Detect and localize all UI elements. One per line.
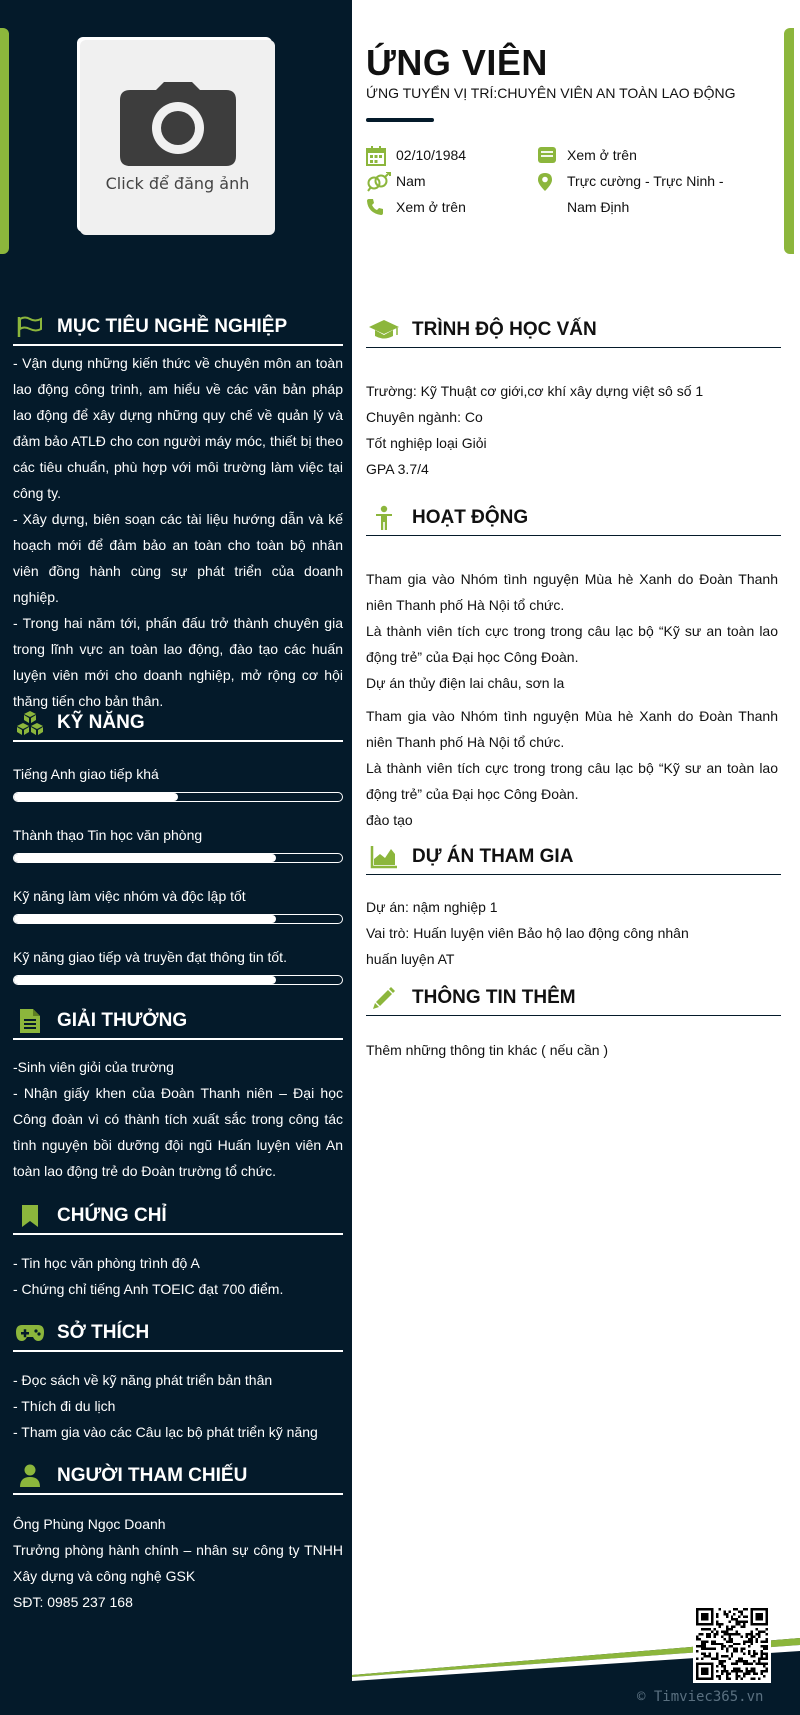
email-row: [537, 146, 637, 168]
reference-line: SĐT: 0985 237 168: [13, 1594, 133, 1610]
calendar-icon: [366, 146, 396, 166]
career-goal-header: [13, 310, 343, 346]
education-header: [366, 312, 781, 348]
reference-line: Ông Phùng Ngọc Doanh: [13, 1516, 166, 1532]
hobbies-text: [13, 1367, 343, 1445]
skill-bar-fill: [14, 793, 178, 801]
projects-header: [366, 839, 781, 875]
address-row: [537, 172, 724, 220]
applied-position: ỨNG TUYỂN VỊ TRÍ:CHUYÊN VIÊN AN TOÀN LAO ĐỘNG: [366, 85, 736, 101]
certificate-item: - Chứng chỉ tiếng Anh TOEIC đạt 700 điểm.: [13, 1281, 284, 1297]
gamepad-icon: [13, 1319, 47, 1347]
gender-value: Nam: [396, 173, 426, 189]
education-text: [366, 378, 778, 482]
activities-title: HOẠT ĐỘNG: [412, 506, 529, 528]
photo-caption: Click để đăng ảnh: [105, 174, 250, 193]
flag-icon: [13, 313, 47, 341]
skills-title: KỸ NĂNG: [57, 712, 145, 733]
certificates-title: CHỨNG CHỈ: [57, 1205, 167, 1226]
user-icon: [13, 1462, 47, 1490]
email-icon: [537, 146, 567, 166]
activity-item: Dự án thủy điện lai châu, sơn la: [366, 675, 565, 691]
document-icon: [13, 1007, 47, 1035]
title-underline: [366, 118, 434, 122]
projects-text: [366, 894, 778, 972]
photo-upload[interactable]: [80, 40, 275, 235]
phone-value: Xem ở trên: [396, 199, 466, 215]
education-title: TRÌNH ĐỘ HỌC VẤN: [412, 318, 597, 340]
skill-name: Kỹ năng giao tiếp và truyền đạt thông tin tốt.: [13, 949, 287, 965]
hobbies-title: SỞ THÍCH: [57, 1322, 150, 1343]
career-goal-title: MỤC TIÊU NGHỀ NGHIỆP: [57, 316, 288, 337]
education-line: Tốt nghiệp loại Giỏi: [366, 435, 487, 451]
certificates-text: [13, 1250, 343, 1302]
certificates-header: [13, 1199, 343, 1235]
location-icon: [537, 172, 567, 192]
person-icon: [366, 504, 402, 532]
activity-item: Là thành viên tích cực trong trong câu lạc bộ “Kỹ sư an toàn lao động trẻ” của Đại học Công Đoàn.: [366, 623, 778, 665]
skill-bar: [13, 853, 343, 863]
phone-row: [366, 198, 466, 220]
activity-item: Tham gia vào Nhóm tình nguyện Mùa hè Xanh do Đoàn Thanh niên Thanh phố Hà Nội tổ chức.: [366, 571, 778, 613]
email-value: Xem ở trên: [567, 147, 637, 163]
right-accent-bar: [784, 28, 794, 254]
pencil-icon: [366, 984, 402, 1012]
skill-bar: [13, 792, 343, 802]
project-line: huấn luyện AT: [366, 951, 455, 967]
qr-code: [693, 1605, 771, 1683]
bookmark-icon: [13, 1202, 47, 1230]
career-goal-paragraph: - Xây dựng, biên soạn các tài liệu hướng dẫn và kế hoạch mới để đảm bảo an toàn cho toàn bộ nhân viên đồng hành cùng sự phát triển của doanh nghiệp.: [13, 511, 343, 605]
projects-title: DỰ ÁN THAM GIA: [412, 845, 574, 867]
skill-bar-fill: [14, 854, 276, 862]
birthdate-row: [366, 146, 466, 168]
activities-header: [366, 500, 781, 536]
reference-line: Trưởng phòng hành chính – nhân sự công ty TNHH Xây dựng và công nghệ GSK: [13, 1542, 343, 1584]
hobbies-header: [13, 1316, 343, 1352]
award-item: - Nhận giấy khen của Đoàn Thanh niên – Đại học Công đoàn vì có thành tích xuất sắc trong công tác tình nguyện bồi dưỡng đội ngũ Huấn luyện viên An toàn lao động trẻ do Đoàn trường tổ chức.: [13, 1085, 343, 1179]
skills-header: [13, 706, 343, 742]
cubes-icon: [13, 709, 47, 737]
activities-group: [366, 566, 778, 696]
awards-text: [13, 1054, 343, 1184]
skill-bar-fill: [14, 976, 276, 984]
left-accent-bar: [0, 28, 9, 254]
project-line: Dự án: nậm nghiệp 1: [366, 899, 498, 915]
gender-row: [366, 172, 426, 194]
address-line: Nam Định: [567, 199, 630, 215]
camera-icon: [120, 82, 236, 166]
phone-icon: [366, 198, 396, 218]
education-line: GPA 3.7/4: [366, 461, 429, 477]
award-item: -Sinh viên giỏi của trường: [13, 1059, 174, 1075]
hobby-item: - Đọc sách về kỹ năng phát triển bản thân: [13, 1372, 273, 1388]
hobby-item: - Thích đi du lịch: [13, 1398, 116, 1414]
career-goal-text: [13, 350, 343, 714]
certificate-item: - Tin học văn phòng trình độ A: [13, 1255, 200, 1271]
skill-bar: [13, 975, 343, 985]
address-line: Trực cường - Trực Ninh -: [567, 173, 724, 189]
career-goal-paragraph: - Vận dụng những kiến thức về chuyên môn an toàn lao động công trình, am hiểu về các văn bản pháp lao động để xây dựng những quy chế về quản lý và đảm bảo ATLĐ cho con người máy móc, thiết bị theo các tiêu chuẩn, phù hợp với môi trường làm việc tại công ty.: [13, 355, 343, 501]
candidate-name: ỨNG VIÊN: [366, 42, 548, 83]
address-value: [567, 168, 724, 220]
education-line: Chuyên ngành: Co: [366, 409, 483, 425]
skill-name: Kỹ năng làm việc nhóm và độc lập tốt: [13, 888, 246, 904]
awards-title: GIẢI THƯỞNG: [57, 1010, 188, 1031]
area-chart-icon: [366, 843, 402, 871]
references-title: NGƯỜI THAM CHIẾU: [57, 1465, 248, 1486]
extra-info-title: THÔNG TIN THÊM: [412, 986, 576, 1008]
hobby-item: - Tham gia vào các Câu lạc bộ phát triển kỹ năng: [13, 1424, 318, 1440]
gender-icon: [366, 172, 396, 192]
extra-info-text: Thêm những thông tin khác ( nếu cần ): [366, 1042, 609, 1058]
activities-group: [366, 703, 778, 833]
skill-bar-fill: [14, 915, 276, 923]
footer-brand: © Timviec365.vn: [637, 1689, 764, 1705]
project-line: Vai trò: Huấn luyện viên Bảo hộ lao động công nhân: [366, 925, 689, 941]
birthdate-value: 02/10/1984: [396, 147, 467, 163]
activity-item: đào tạo: [366, 812, 413, 828]
awards-header: [13, 1004, 343, 1040]
education-line: Trường: Kỹ Thuật cơ giới,cơ khí xây dựng việt sô số 1: [366, 383, 704, 399]
graduation-cap-icon: [366, 316, 402, 344]
references-header: [13, 1459, 343, 1495]
references-text: [13, 1511, 343, 1615]
skill-bar: [13, 914, 343, 924]
extra-info-header: [366, 980, 781, 1016]
skill-name: Tiếng Anh giao tiếp khá: [13, 766, 159, 782]
career-goal-paragraph: - Trong hai năm tới, phấn đấu trở thành chuyên gia trong lĩnh vực an toàn lao động, đào tạo các huấn luyện viên mới cho doanh nghiệp, mở rộng cơ hội thăng tiến cho bản thân.: [13, 615, 343, 709]
skill-name: Thành thạo Tin học văn phòng: [13, 827, 203, 843]
activity-item: Là thành viên tích cực trong trong câu lạc bộ “Kỹ sư an toàn lao động trẻ” của Đại học Công Đoàn.: [366, 760, 778, 802]
activity-item: Tham gia vào Nhóm tình nguyện Mùa hè Xanh do Đoàn Thanh niên Thanh phố Hà Nội tổ chức.: [366, 708, 778, 750]
